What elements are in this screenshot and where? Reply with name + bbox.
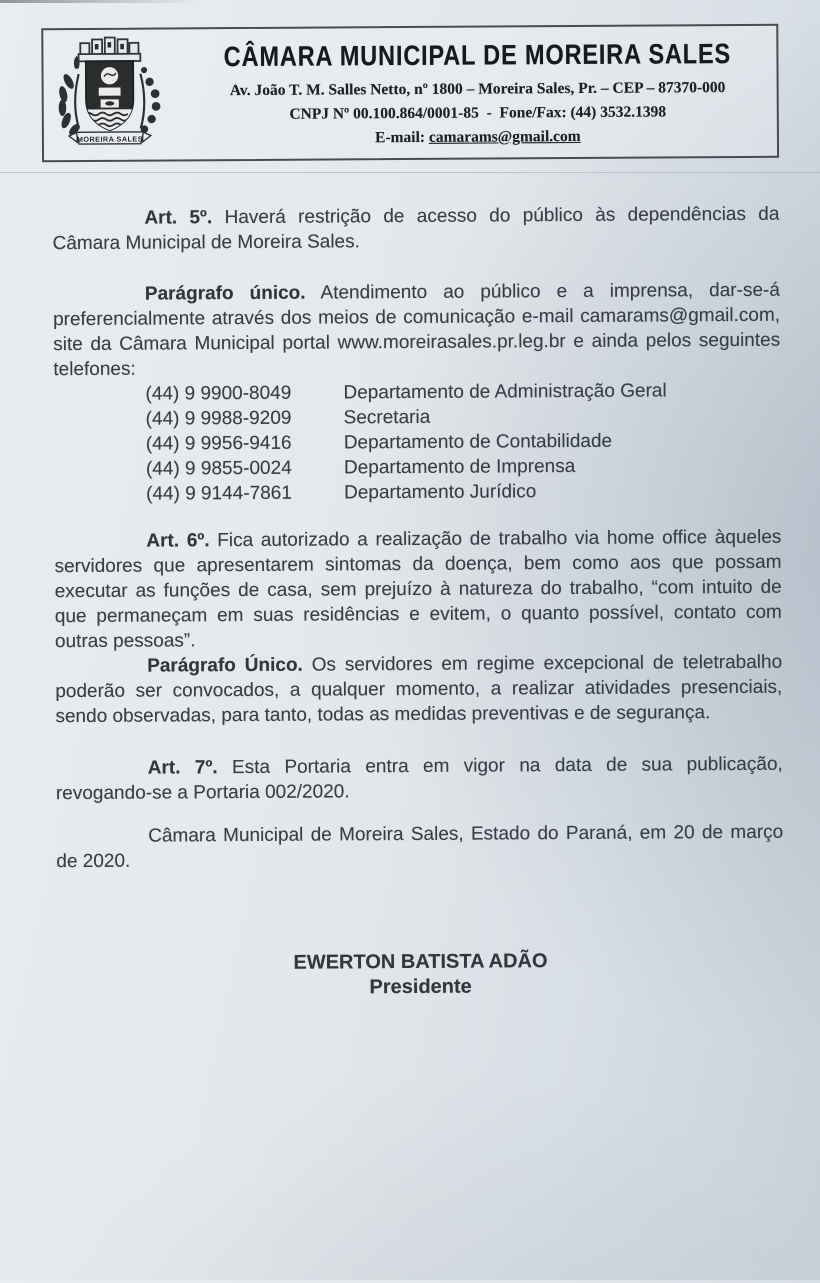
closing-line: Câmara Municipal de Moreira Sales, Estado do Paraná, em 20 de março de 2020. — [56, 821, 784, 873]
phone-number: (44) 9 9956-9416 — [145, 432, 292, 455]
article-7-text: Esta Portaria entra em vigor na data de sua publicação, revogando-se a Portaria 002/2020. — [55, 753, 783, 805]
cnpj-fone-line: CNPJ Nº 00.100.864/0001-85 - Fone/Fax: (44) 3532.1398 — [289, 102, 667, 123]
document-body — [52, 202, 784, 1002]
phone-number: (44) 9 9988-9209 — [145, 407, 292, 430]
article-6-paragraph — [54, 525, 782, 654]
left-branch-icon — [58, 56, 82, 137]
article-6-text: Fica autorizado a realização de trabalho via home office àqueles servidores que apresentarem sintomas da doença, bem como aos que possam executar as funções de casa, sem prejuízo à natureza do trabalho, “com intuito de que permaneçam em suas residências e evitem, o quanto possível, contato com outras pessoas”. — [54, 526, 782, 653]
paragrafo-unico-2 — [55, 650, 782, 729]
phone-department: Departamento de Contabilidade — [343, 430, 613, 454]
article-5-text: Haverá restrição de acesso do público às dependências da Câmara Municipal de Moreira Sales. — [52, 203, 780, 255]
email-address: camarams@gmail.com — [428, 127, 581, 146]
letterhead-text — [175, 36, 780, 149]
phone-number: (44) 9 9144-7861 — [146, 482, 292, 505]
mural-crown-icon — [78, 37, 140, 61]
banner-text: MOREIRA SALES — [76, 134, 144, 144]
paragrafo-unico-2-text: Os servidores em regime excepcional de teletrabalho poderão ser convocados, a qualquer momento, a realizar atividades presenciais, sendo observadas, para tanto, todas as medidas preventivas e de segurança. — [55, 651, 783, 728]
article-7-label: Art. 7º. — [147, 757, 218, 779]
email-label: E-mail: — [375, 128, 426, 146]
coat-of-arms-logo — [49, 32, 176, 157]
paragrafo-unico-1-text: Atendimento ao público e a imprensa, dar-se-á preferencialmente através dos meios de comunicação e-mail camarams@gmail.com, site da Câmara Municipal portal www.moreirasales.pr.leg.br e ainda pelos seguintes telefones: — [52, 279, 781, 381]
phone-row — [145, 378, 780, 407]
email-line — [176, 124, 780, 149]
institution-title: CÂMARA MUNICIPAL DE MOREIRA SALES — [223, 37, 732, 72]
phone-department: Departamento de Administração Geral — [343, 380, 667, 404]
right-branch-icon — [140, 67, 160, 133]
phone-department: Secretaria — [343, 406, 431, 429]
phone-list — [145, 378, 781, 507]
paragrafo-unico-1-label: Parágrafo único. — [144, 282, 306, 305]
paragrafo-unico-2-label: Parágrafo Único. — [147, 654, 303, 677]
phone-number: (44) 9 9855-0024 — [145, 457, 292, 480]
signature-role: Presidente — [369, 975, 472, 999]
phone-row — [146, 453, 781, 482]
phone-department: Departamento de Imprensa — [343, 455, 576, 479]
phone-row — [146, 403, 781, 432]
phone-row — [146, 478, 781, 507]
address-line: Av. João T. M. Salles Netto, nº 1800 – Moreira Sales, Pr. – CEP – 87370-000 — [229, 78, 726, 99]
phone-number: (44) 9 9900-8049 — [145, 382, 292, 405]
article-7-paragraph — [56, 752, 783, 806]
article-5-paragraph — [52, 202, 779, 256]
letterhead — [41, 24, 779, 162]
phone-row — [146, 428, 781, 457]
banner-ribbon — [69, 132, 151, 144]
article-6-label: Art. 6º. — [146, 530, 210, 552]
paragrafo-unico-1 — [53, 278, 781, 382]
signature-name: EWERTON BATISTA ADÃO — [293, 950, 548, 974]
article-5-label: Art. 5º. — [144, 207, 213, 229]
signature-block — [57, 948, 784, 1002]
phone-department: Departamento Jurídico — [344, 481, 537, 504]
